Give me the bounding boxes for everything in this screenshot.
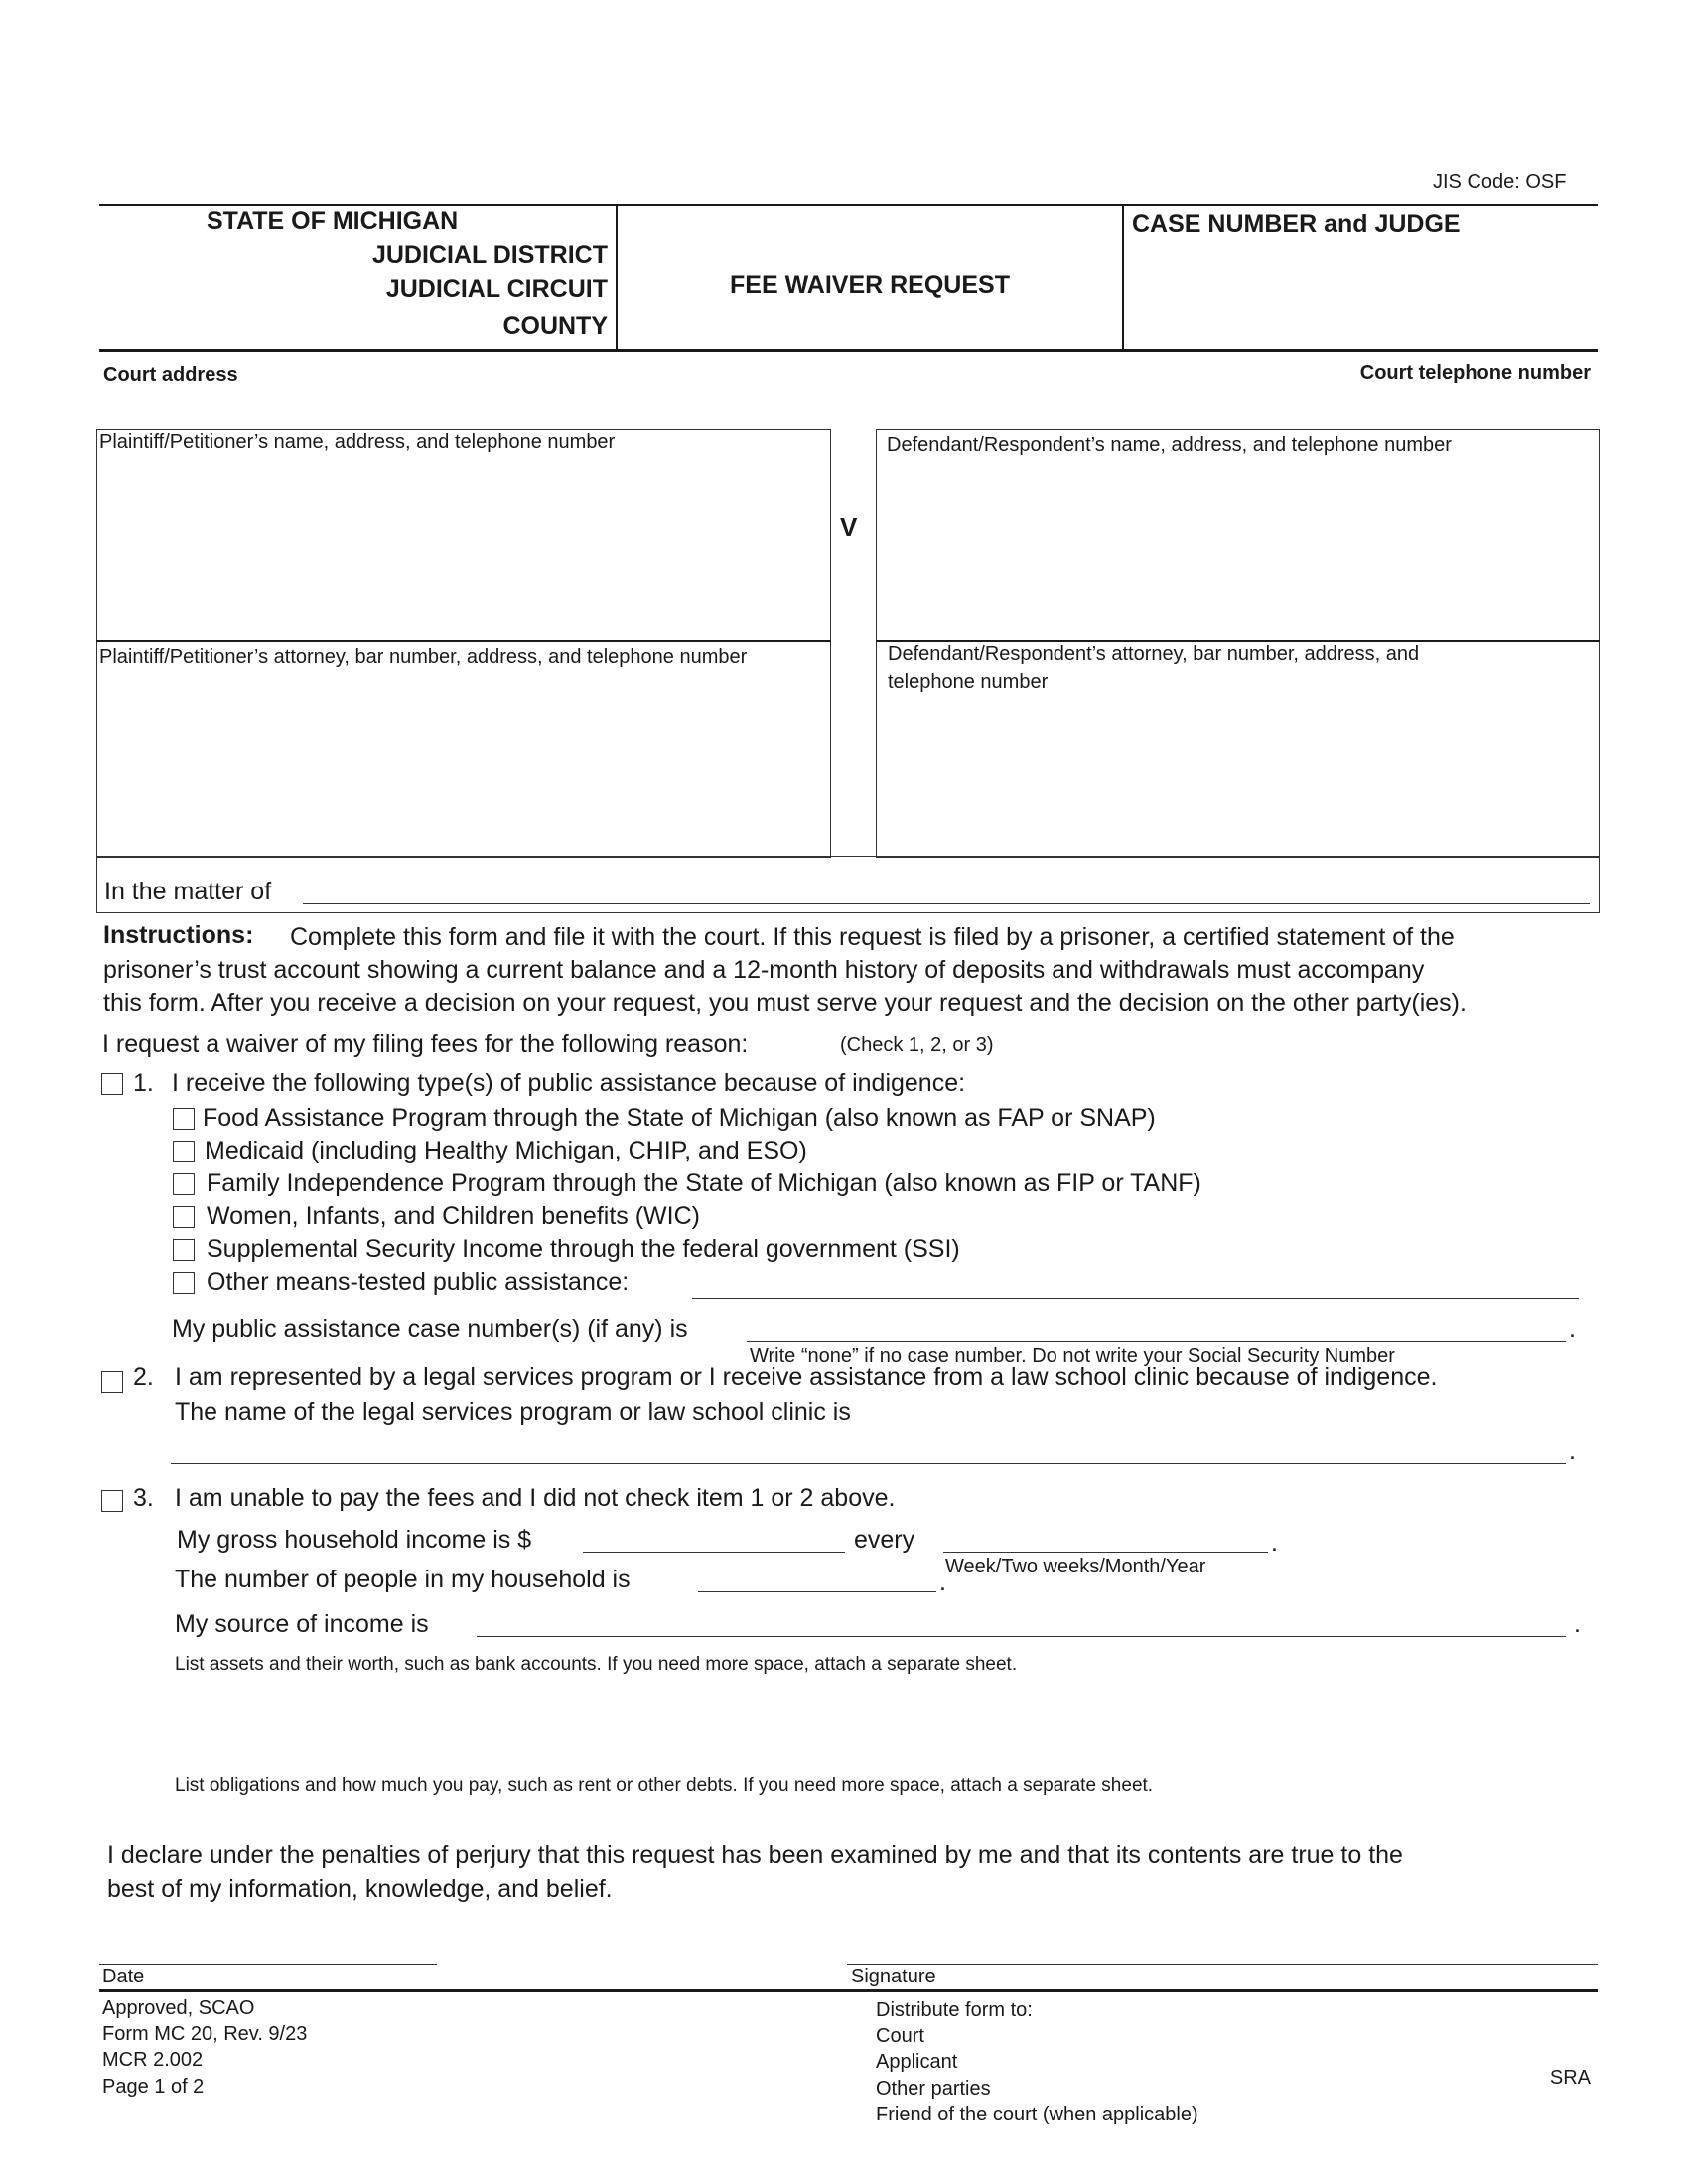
- footer-form-number: Form MC 20, Rev. 9/23: [102, 2023, 308, 2045]
- wic-checkbox[interactable]: [173, 1206, 195, 1228]
- case-number-judge-label: CASE NUMBER and JUDGE: [1132, 210, 1461, 238]
- fip-tanf-checkbox[interactable]: [173, 1173, 195, 1195]
- matter-row: [96, 856, 1600, 913]
- defendant-attorney-label-line2: telephone number: [888, 671, 1049, 693]
- request-intro: I request a waiver of my filing fees for the following reason:: [102, 1030, 749, 1058]
- item1-text: I receive the following type(s) of public assistance because of indigence:: [172, 1069, 966, 1097]
- gross-income-label: My gross household income is $: [177, 1526, 532, 1554]
- income-source-input-line[interactable]: [477, 1636, 1566, 1637]
- assets-hint: List assets and their worth, such as bank accounts. If you need more space, attach a separate sheet.: [175, 1654, 1018, 1675]
- declaration-line1: I declare under the penalties of perjury that this request has been examined by me and that its contents are true to the: [107, 1842, 1403, 1869]
- distribute-item-court: Court: [876, 2025, 924, 2047]
- footer-page: Page 1 of 2: [102, 2076, 205, 2098]
- obligations-hint: List obligations and how much you pay, such as rent or other debts. If you need more space, attach a separate sheet.: [175, 1775, 1154, 1796]
- case-number-input-line[interactable]: [747, 1341, 1566, 1342]
- judicial-circuit-label: JUDICIAL CIRCUIT: [385, 275, 608, 303]
- other-assistance-checkbox[interactable]: [173, 1272, 195, 1294]
- plaintiff-label: Plaintiff/Petitioner’s name, address, and telephone number: [99, 431, 616, 453]
- judicial-district-label: JUDICIAL DISTRICT: [371, 241, 608, 269]
- item3-text: I am unable to pay the fees and I did not check item 1 or 2 above.: [175, 1484, 896, 1512]
- court-telephone-label: Court telephone number: [1359, 362, 1591, 384]
- in-the-matter-of-label: In the matter of: [104, 878, 272, 905]
- assistance-option-medicaid: Medicaid (including Healthy Michigan, CHIP, and ESO): [205, 1137, 807, 1164]
- footer-code: SRA: [1549, 2067, 1591, 2089]
- date-input-line[interactable]: [99, 1964, 437, 1965]
- plaintiff-attorney-label: Plaintiff/Petitioner’s attorney, bar number, address, and telephone number: [99, 646, 748, 668]
- item3-number: 3.: [133, 1484, 154, 1512]
- item3-checkbox[interactable]: [101, 1490, 123, 1512]
- date-label: Date: [102, 1966, 145, 1987]
- item1-checkbox[interactable]: [101, 1073, 123, 1095]
- legal-services-input-line[interactable]: [171, 1463, 1566, 1464]
- assistance-option-fip: Family Independence Program through the State of Michigan (also known as FIP or TANF): [207, 1169, 1201, 1197]
- county-label: COUNTY: [502, 312, 608, 340]
- instructions-line2: prisoner’s trust account showing a current balance and a 12-month history of deposits and withdrawals must accompany: [103, 956, 1425, 984]
- distribute-item-other-parties: Other parties: [876, 2078, 991, 2100]
- instructions-line1: Complete this form and file it with the court. If this request is filed by a prisoner, a certified statement of the: [290, 923, 1455, 951]
- period-hint: Week/Two weeks/Month/Year: [945, 1556, 1206, 1577]
- gross-income-input-line[interactable]: [583, 1552, 845, 1553]
- medicaid-checkbox[interactable]: [173, 1141, 195, 1162]
- fap-snap-checkbox[interactable]: [173, 1108, 195, 1130]
- state-name: STATE OF MICHIGAN: [207, 207, 459, 235]
- household-size-input-line[interactable]: [698, 1591, 936, 1592]
- item2-checkbox[interactable]: [101, 1371, 123, 1393]
- distribute-heading: Distribute form to:: [876, 1999, 1033, 2021]
- item2-number: 2.: [133, 1363, 154, 1391]
- court-address-label: Court address: [103, 364, 238, 386]
- declaration-line2: best of my information, knowledge, and belief.: [107, 1875, 613, 1903]
- case-number-label: My public assistance case number(s) (if any) is: [172, 1315, 688, 1343]
- distribute-item-applicant: Applicant: [876, 2051, 958, 2073]
- item1-number: 1.: [133, 1069, 154, 1097]
- jis-code: JIS Code: OSF: [1433, 171, 1567, 193]
- matter-input-line[interactable]: [303, 903, 1590, 904]
- defendant-attorney-label-line1: Defendant/Respondent’s attorney, bar number, address, and: [888, 643, 1420, 665]
- every-label: every: [854, 1526, 915, 1554]
- form-title: FEE WAIVER REQUEST: [730, 271, 1010, 299]
- footer-mcr: MCR 2.002: [102, 2049, 204, 2071]
- household-label: The number of people in my household is: [175, 1566, 631, 1593]
- income-period-input-line[interactable]: [943, 1552, 1268, 1553]
- instructions-heading: Instructions:: [103, 921, 254, 949]
- assistance-option-wic: Women, Infants, and Children benefits (WIC): [207, 1202, 700, 1230]
- income-source-label: My source of income is: [175, 1610, 429, 1638]
- versus-label: V: [840, 512, 858, 542]
- case-number-hint: Write “none” if no case number. Do not write your Social Security Number: [750, 1345, 1395, 1367]
- assistance-option-ssi: Supplemental Security Income through the federal government (SSI): [207, 1235, 960, 1263]
- ssi-checkbox[interactable]: [173, 1239, 195, 1261]
- defendant-label: Defendant/Respondent’s name, address, and telephone number: [887, 434, 1452, 456]
- instructions-line3: this form. After you receive a decision on your request, you must serve your request and the decision on the other party(ies).: [103, 989, 1467, 1017]
- assistance-option-other: Other means-tested public assistance:: [207, 1268, 630, 1296]
- item2-line2: The name of the legal services program or law school clinic is: [175, 1398, 851, 1426]
- plaintiff-section: [96, 429, 831, 858]
- other-assistance-input-line[interactable]: [692, 1298, 1579, 1299]
- signature-label: Signature: [851, 1966, 936, 1987]
- item2-line1: I am represented by a legal services program or I receive assistance from a law school clinic because of indigence.: [175, 1363, 1438, 1391]
- footer-approved: Approved, SCAO: [102, 1997, 255, 2019]
- distribute-item-friend-of-court: Friend of the court (when applicable): [876, 2104, 1198, 2125]
- signature-input-line[interactable]: [847, 1964, 1598, 1965]
- assistance-option-fap: Food Assistance Program through the State of Michigan (also known as FAP or SNAP): [203, 1104, 1156, 1132]
- check-note: (Check 1, 2, or 3): [840, 1034, 994, 1056]
